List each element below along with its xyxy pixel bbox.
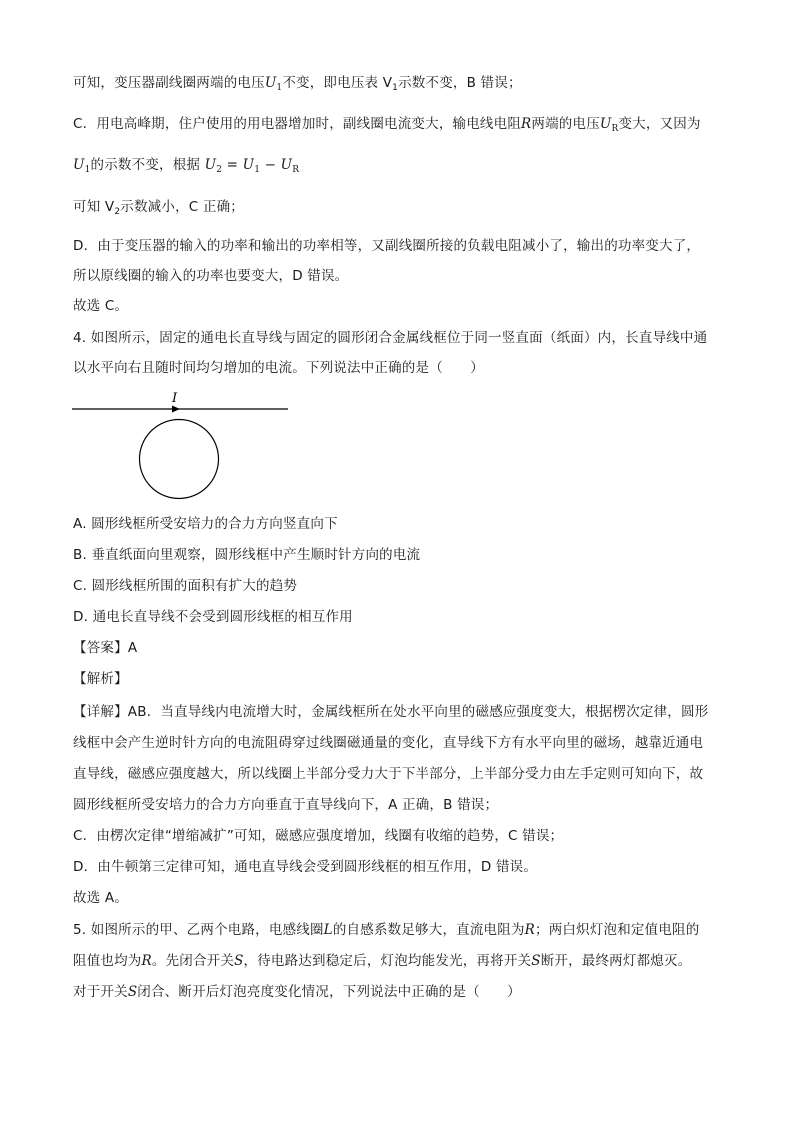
text: 断开，最终两灯都熄灭。 <box>540 953 692 969</box>
math-var: R <box>141 953 152 969</box>
circular-loop <box>140 420 219 499</box>
text: 的自感系数足够大，直流电阻为 <box>332 922 525 938</box>
current-label: I <box>172 391 178 406</box>
text: 5. 如图所示的甲、乙两个电路，电感线圈 <box>73 922 324 938</box>
option-d: D. 通电长直导线不会受到圆形线框的相互作用 <box>73 609 353 625</box>
math-op: − <box>260 157 281 173</box>
math-var: S <box>127 984 138 1000</box>
text: 可知 V <box>73 199 115 215</box>
subscript: 1 <box>84 165 91 175</box>
question-5-stem <box>73 951 691 971</box>
math-var: R <box>521 116 532 132</box>
text-line <box>73 197 244 222</box>
subscript: R <box>292 165 300 175</box>
subscript: 1 <box>254 165 261 175</box>
subscript: 2 <box>114 207 121 217</box>
math-var: U <box>204 157 217 173</box>
question-5-stem <box>73 982 521 1002</box>
text-line: 所以原线圈的输入的功率也要变大，D 错误。 <box>73 268 349 284</box>
math-var: U <box>599 116 612 132</box>
question-4-stem: 4. 如图所示，固定的通电长直导线与固定的圆形闭合金属线框位于同一竖直面（纸面）内，长直导线中通 <box>73 330 708 346</box>
answer-tag: 【答案】 <box>73 640 128 656</box>
option-b: B. 垂直纸面向里观察，圆形线框中产生顺时针方向的电流 <box>73 547 421 563</box>
text-line <box>73 73 522 98</box>
text: 示数减小，C 正确； <box>120 199 244 215</box>
option-c: C. 圆形线框所围的面积有扩大的趋势 <box>73 578 298 594</box>
text: C．用电高峰期，住户使用的用电器增加时，副线圈电流变大，输电线电阻 <box>73 116 522 132</box>
math-var: U <box>73 157 85 173</box>
question-5-stem <box>73 920 699 940</box>
text: ；两白炽灯泡和定值电阻的 <box>535 922 700 938</box>
option-a: A. 圆形线框所受安培力的合力方向竖直向下 <box>73 516 338 532</box>
text-line <box>73 114 701 139</box>
detail-line: 圆形线框所受安培力的合力方向垂直于直导线向下，A 正确，B 错误； <box>73 797 499 813</box>
analysis-tag: 【解析】 <box>73 671 128 687</box>
detail-line: C．由楞次定律“增缩减扩”可知，磁感应强度增加，线圈有收缩的趋势，C 错误； <box>73 828 564 844</box>
text: 闭合、断开后灯泡亮度变化情况，下列说法中正确的是（ ） <box>137 984 521 1000</box>
subscript: 2 <box>216 165 223 175</box>
math-var: S <box>531 953 541 969</box>
detail-line: 【详解】AB．当直导线内电流增大时，金属线框所在处水平向里的磁感应强度变大，根据楞次定律，圆形 <box>73 704 709 720</box>
math-var: L <box>323 922 333 938</box>
text: 可知，变压器副线圈两端的电压 <box>73 75 265 91</box>
math-var: U <box>242 157 255 173</box>
text: 两端的电压 <box>531 116 600 132</box>
text: ，待电路达到稳定后，灯泡均能发光，再将开关 <box>243 953 532 969</box>
text: 的示数不变，根据 <box>90 157 201 173</box>
math-op: = <box>222 157 243 173</box>
question-4-stem: 以水平向右且随时间均匀增加的电流。下列说法中正确的是（ ） <box>73 360 484 376</box>
wire-loop-figure <box>70 388 300 506</box>
subscript: R <box>611 124 619 134</box>
text: 对于开关 <box>73 984 128 1000</box>
text: 不变，即电压表 V <box>282 75 393 91</box>
subscript: 1 <box>392 83 399 93</box>
detail-line: 直导线，磁感应强度越大，所以线圈上半部分受力大于下半部分，上半部分受力由左手定则可知向下，故 <box>73 766 704 782</box>
answer-line <box>73 638 137 658</box>
text: 阻值也均为 <box>73 953 142 969</box>
math-var: U <box>280 157 293 173</box>
math-var: S <box>234 953 244 969</box>
math-var: U <box>264 75 277 91</box>
subscript: 1 <box>276 83 283 93</box>
math-var: R <box>524 922 536 938</box>
current-arrow-icon <box>172 406 180 413</box>
answer-value: A <box>127 640 138 656</box>
text-line: 故选 C。 <box>73 298 129 314</box>
text: 示数不变，B 错误； <box>398 75 522 91</box>
detail-line: D．由牛顿第三定律可知，通电直导线会受到圆形线框的相互作用，D 错误。 <box>73 859 538 875</box>
text-line <box>73 155 299 180</box>
detail-line: 线框中会产生逆时针方向的电流阻碍穿过线圈磁通量的变化，直导线下方有水平向里的磁场，越靠近通电 <box>73 735 704 751</box>
text: 。先闭合开关 <box>151 953 235 969</box>
formula <box>205 157 300 173</box>
text-line: D．由于变压器的输入的功率和输出的功率相等，又副线圈所接的负载电阻减小了，输出的功率变大了， <box>73 238 701 254</box>
detail-line: 故选 A。 <box>73 890 129 906</box>
text: 变大，又因为 <box>618 116 701 132</box>
